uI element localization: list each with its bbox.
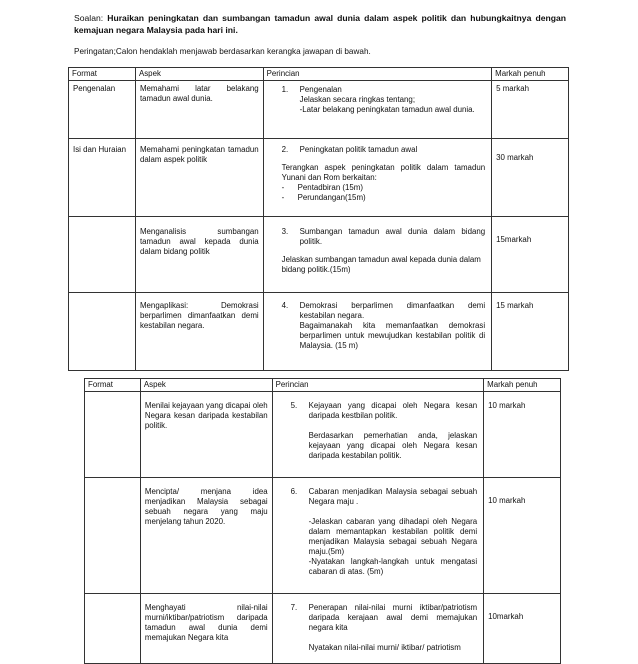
item-title: Demokrasi berparlimen dimanfaatkan demi kestabilan negara. [299, 301, 486, 320]
item-title: Kejayaan yang dicapai oleh Negara kesan daripada kestbilan politik. [308, 401, 478, 420]
item-number: 6. [290, 487, 298, 496]
item-number: 1. [281, 85, 289, 94]
table-row [85, 478, 561, 594]
item-extra: Nyatakan nilai-nilai murni/ iktibar/ patriotism [308, 643, 461, 652]
item-title: Cabaran menjadikan Malaysia sebagai sebuah Negara maju . [308, 487, 478, 506]
perincian-cell [263, 293, 491, 371]
header-format: Format [69, 68, 136, 81]
item-number: 7. [290, 603, 298, 612]
markah-cell: 5 markah [492, 81, 569, 139]
header-markah: Markah penuh [492, 68, 569, 81]
format-cell [69, 139, 136, 217]
item-extra: -Jelaskan cabaran yang dihadapi oleh Negara dalam memantapkan kestabilan politik demi menjadikan Malaysia sebagai sebuah Negara maju.(5m) [308, 517, 478, 556]
item-title: Penerapan nilai-nilai murni iktibar/patriotism daripada kerajaan awal demi memajukan negara kita [308, 603, 478, 632]
header-format: Format [85, 379, 141, 392]
markah-cell: 15markah [492, 217, 569, 293]
item-line: Jelaskan secara ringkas tentang; [299, 95, 416, 104]
format-text: Isi dan Huraian [73, 145, 127, 154]
perincian-cell [263, 81, 491, 139]
format-cell [85, 478, 141, 594]
item-bullet: Pentadbiran (15m) [297, 183, 364, 192]
table-row [85, 392, 561, 478]
header-markah: Markah penuh [484, 379, 561, 392]
question-text [74, 12, 566, 36]
table-header-row [85, 379, 561, 392]
header-perincian: Perincian [263, 68, 491, 81]
answer-framework-table-2 [84, 378, 561, 664]
table-row [85, 594, 561, 664]
item-line: -Latar belakang peningkatan tamadun awal dunia. [299, 105, 475, 114]
aspek-cell: Menghayati nilai-nilai murni/iktibar/patriotism daripada tamadun awal dunia demi memajukan Negara kita [140, 594, 272, 664]
format-cell [69, 293, 136, 371]
table-row [69, 81, 569, 139]
perincian-cell [272, 392, 483, 478]
question-prefix: Soalan: [74, 13, 104, 23]
perincian-cell [263, 217, 491, 293]
table-header-row [69, 68, 569, 81]
item-number: 5. [290, 401, 298, 410]
item-number: 2. [281, 145, 289, 154]
instruction-text: Peringatan;Calon hendaklah menjawab berdasarkan kerangka jawapan di bawah. [74, 47, 371, 56]
item-title: Pengenalan [299, 85, 342, 94]
header-aspek: Aspek [135, 68, 263, 81]
aspek-cell: Menilai kejayaan yang dicapai oleh Negara kesan daripada kestabilan politik. [140, 392, 272, 478]
item-title: Peningkatan politik tamadun awal [299, 145, 418, 154]
perincian-cell [272, 594, 483, 664]
format-cell: Pengenalan [69, 81, 136, 139]
perincian-cell [272, 478, 483, 594]
format-cell [85, 392, 141, 478]
format-cell [85, 594, 141, 664]
format-cell [69, 217, 136, 293]
markah-cell: 15 markah [492, 293, 569, 371]
aspek-cell: Mencipta/ menjana idea menjadikan Malaysia sebagai sebuah negara yang maju menjelang tahun 2020. [140, 478, 272, 594]
aspek-cell: Menganalisis sumbangan tamadun awal kepada dunia dalam bidang politik [135, 217, 263, 293]
item-extra: Bagaimanakah kita memanfaatkan demokrasi berparlimen untuk mewujudkan kestabilan politik di Malaysia. (15 m) [299, 321, 486, 350]
item-bullet: Perundangan(15m) [297, 193, 366, 202]
header-aspek: Aspek [140, 379, 272, 392]
markah-cell: 10markah [484, 594, 561, 664]
answer-framework-table-1 [68, 67, 569, 371]
item-extra: -Nyatakan langkah-langkah untuk mengatasi cabaran di atas. (5m) [308, 557, 478, 576]
item-number: 3. [281, 227, 289, 236]
aspek-cell: Memahami latar belakang tamadun awal dunia. [135, 81, 263, 139]
aspek-cell: Memahami peningkatan tamadun dalam aspek politik [135, 139, 263, 217]
item-extra: Terangkan aspek peningkatan politik dalam tamadun Yunani dan Rom berkaitan: [281, 163, 486, 182]
item-extra: Jelaskan sumbangan tamadun awal kepada dunia dalam bidang politik.(15m) [281, 255, 481, 274]
perincian-cell: 2. Peningkatan politik tamadun awal Terangkan aspek peningkatan politik dalam tamadun Yunani dan Rom berkaitan: - Pentadbiran (15m) - Perundangan(15m) [263, 139, 491, 217]
markah-cell: 10 markah [484, 392, 561, 478]
markah-cell: 10 markah [484, 478, 561, 594]
table-row [69, 139, 569, 217]
table-row [69, 217, 569, 293]
item-number: 4. [281, 301, 289, 310]
header-perincian: Perincian [272, 379, 483, 392]
aspek-cell: Mengaplikasi: Demokrasi berparlimen dimanfaatkan demi kestabilan negara. [135, 293, 263, 371]
table-row [69, 293, 569, 371]
question-body: Huraikan peningkatan dan sumbangan tamadun awal dunia dalam aspek politik dan hubungkaitnya dengan kemajuan negara Malaysia pada hari ini. [74, 13, 567, 35]
item-title: Sumbangan tamadun awal dunia dalam bidang politik. [299, 227, 486, 246]
markah-cell: 30 markah [492, 139, 569, 217]
item-extra: Berdasarkan pemerhatian anda, jelaskan kejayaan yang dicapai oleh Negara kesan daripada kestabilan politik. [308, 431, 478, 460]
